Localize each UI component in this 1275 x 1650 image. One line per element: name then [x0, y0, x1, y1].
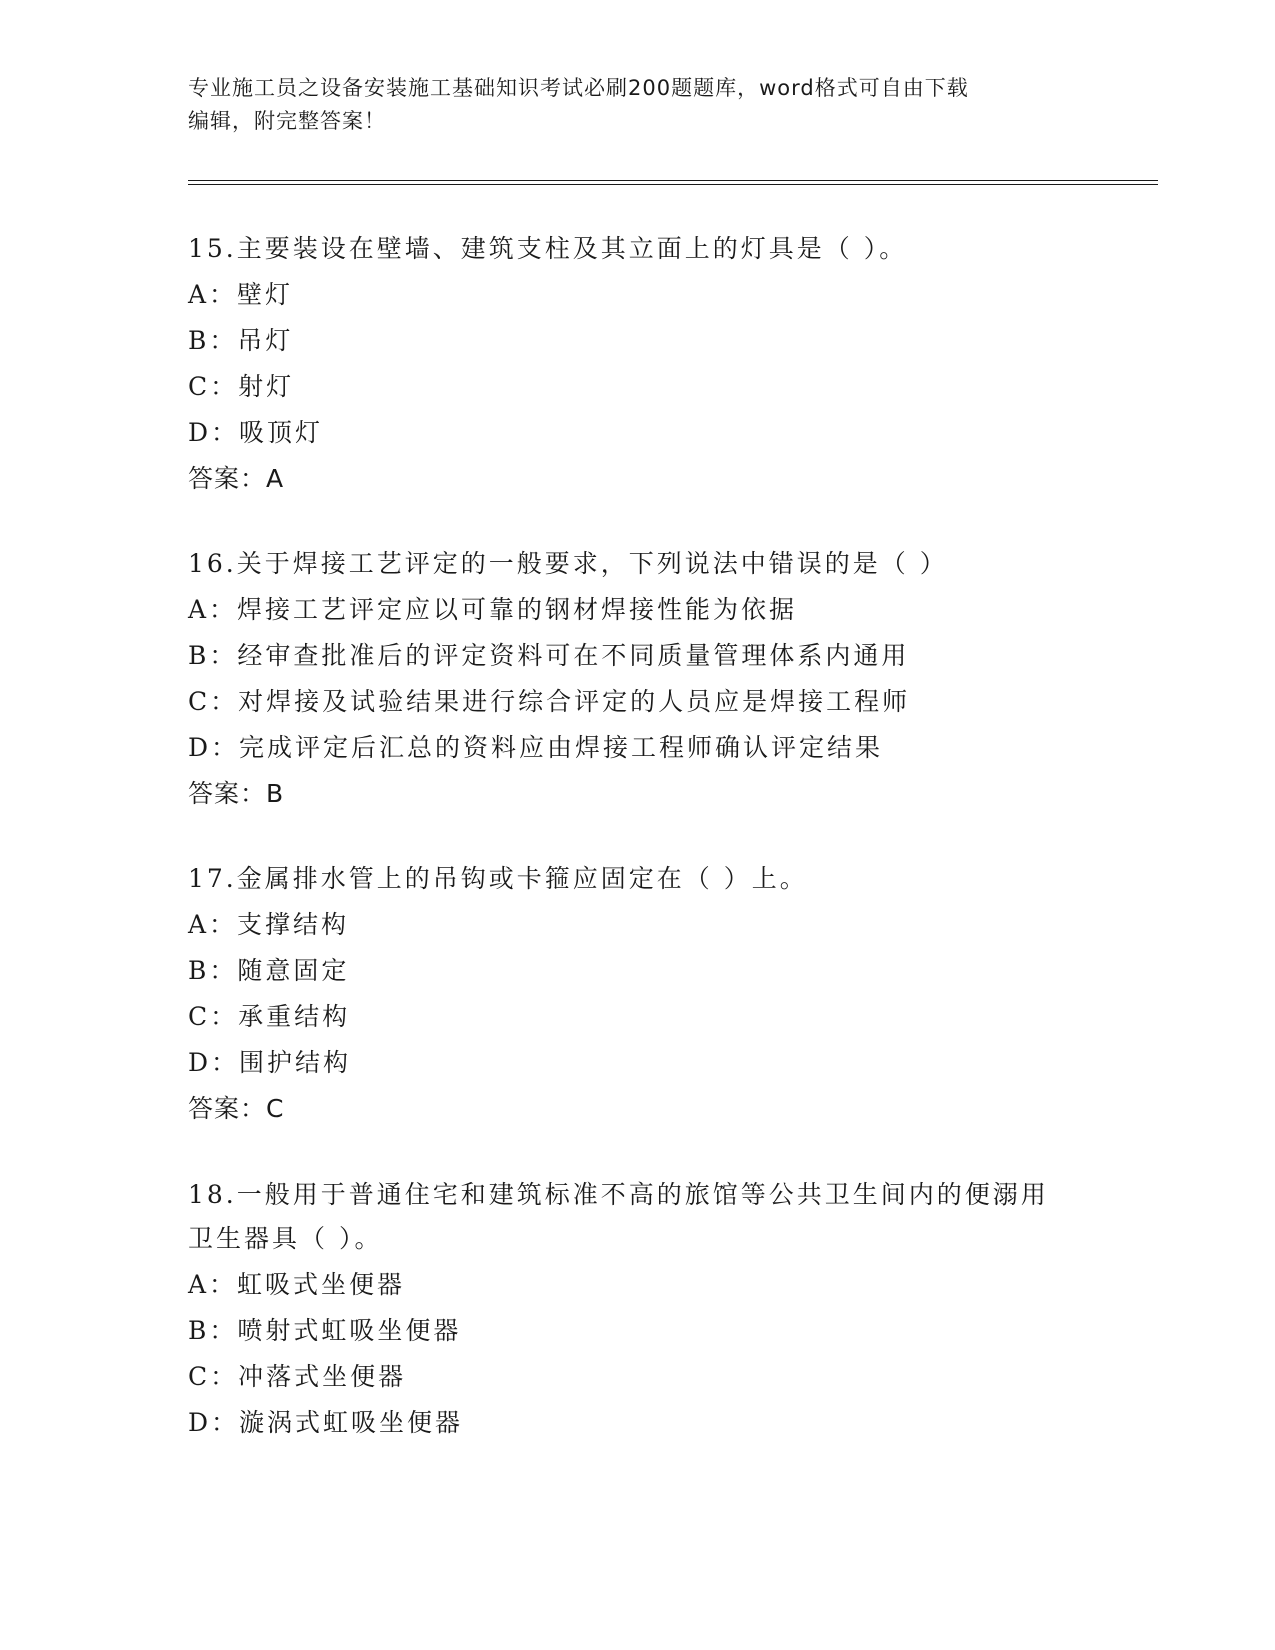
option-c: C：对焊接及试验结果进行综合评定的人员应是焊接工程师 — [188, 687, 911, 716]
header-divider-top — [188, 180, 1158, 181]
option-b: B：喷射式虹吸坐便器 — [188, 1316, 462, 1345]
header-line-2: 编辑，附完整答案！ — [188, 109, 386, 133]
option-a: A：支撑结构 — [188, 910, 350, 939]
question-title: 15.主要装设在壁墙、建筑支柱及其立面上的灯具是（ ）。 — [188, 234, 908, 263]
question-title: 17.金属排水管上的吊钩或卡箍应固定在（ ）上。 — [188, 864, 808, 893]
option-c: C：射灯 — [188, 372, 295, 401]
option-b: B：吊灯 — [188, 326, 294, 355]
question-title-line-2: 卫生器具（ ）。 — [188, 1224, 383, 1253]
option-d: D：完成评定后汇总的资料应由焊接工程师确认评定结果 — [188, 733, 884, 762]
option-b: B：经审查批准后的评定资料可在不同质量管理体系内通用 — [188, 641, 910, 670]
option-a: A：虹吸式坐便器 — [188, 1270, 406, 1299]
option-a: A：焊接工艺评定应以可靠的钢材焊接性能为依据 — [188, 595, 798, 624]
question-17 — [188, 862, 1088, 1138]
option-d: D：吸顶灯 — [188, 418, 324, 447]
answer: 答案：C — [188, 1094, 285, 1123]
question-16 — [188, 547, 1088, 823]
header-line-1: 专业施工员之设备安装施工基础知识考试必刷200题题库，word格式可自由下载 — [188, 76, 969, 100]
header-divider-bottom — [188, 184, 1158, 185]
option-d: D：围护结构 — [188, 1048, 352, 1077]
option-a: A：壁灯 — [188, 280, 294, 309]
question-title — [188, 1178, 1088, 1256]
answer: 答案：A — [188, 464, 285, 493]
answer: 答案：B — [188, 779, 285, 808]
option-c: C：承重结构 — [188, 1002, 351, 1031]
option-c: C：冲落式坐便器 — [188, 1362, 407, 1391]
option-b: B：随意固定 — [188, 956, 350, 985]
option-d: D：漩涡式虹吸坐便器 — [188, 1408, 464, 1437]
question-15 — [188, 232, 1088, 508]
question-title-line-1: 18.一般用于普通住宅和建筑标准不高的旅馆等公共卫生间内的便溺用 — [188, 1180, 1049, 1209]
document-header — [188, 72, 1068, 138]
question-18 — [188, 1178, 1088, 1452]
question-title: 16.关于焊接工艺评定的一般要求，下列说法中错误的是（ ） — [188, 549, 948, 578]
